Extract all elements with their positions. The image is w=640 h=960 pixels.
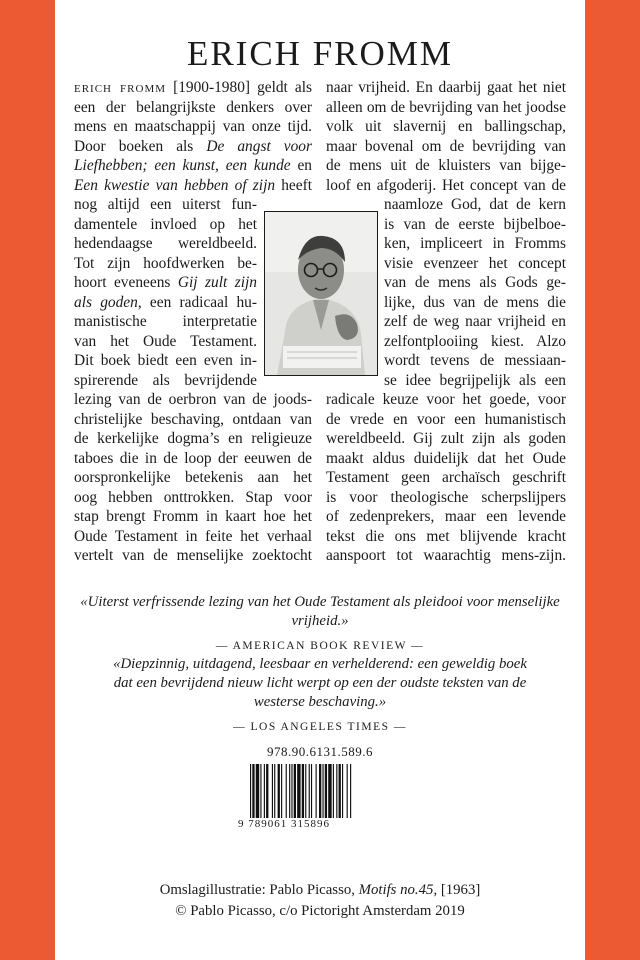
isbn-barcode: [236, 744, 404, 832]
barcode-bar: [297, 764, 300, 818]
blurb-line: maakt aldus duidelijk dat het Oude: [326, 449, 566, 467]
blurb-line: radicale keuze voor het goede, voor: [326, 391, 566, 408]
blurb-line: als goden, een radicaal hu-: [74, 293, 257, 311]
barcode-bar: [264, 764, 265, 818]
barcode-bar: [266, 764, 268, 818]
illustration-credit: Omslagillustratie: Pablo Picasso, Motifs no.45, [1963]: [159, 882, 481, 898]
barcode-bar: [252, 764, 254, 818]
barcode-bar: [311, 764, 312, 818]
blurb-line: oorspronkelijke betekenis aan het: [74, 469, 312, 486]
copyright-line: © Pablo Picasso, c/o Pictoright Amsterdam 2019: [175, 903, 465, 919]
blurb-line: Liefhebben; een kunst, een kunde en: [74, 157, 312, 174]
blurb-line: vertelt van de menselijke zoektocht: [74, 547, 312, 564]
barcode-bar: [347, 764, 348, 818]
blurb-line: lijke, dus van de mens die: [384, 293, 566, 311]
blurb-line: spirerende als bevrijdende: [74, 371, 257, 389]
barcode-bar: [342, 764, 343, 818]
blurb-line: lezing van de oerbron van de joods-: [74, 391, 312, 408]
barcode-bar: [256, 764, 259, 818]
quote-text: «Uiterst verfrissende lezing van het Oude Testament als pleidooi voor menselijke vrijheid.»: [80, 594, 560, 629]
barcode-bar: [278, 764, 280, 818]
author-title: ERICH FROMM: [186, 34, 454, 73]
blurb-line: van de mens als Gods ge-: [384, 274, 566, 291]
blurb-line: van het Oude Testament.: [74, 332, 257, 350]
blurb-line: naar vrijheid. En daarbij gaat het niet: [326, 79, 566, 96]
blurb-line: visie evenzeer het concept: [384, 254, 566, 272]
barcode-bar: [281, 764, 282, 818]
blurb-line: loof en afgoderij. Het concept van de: [326, 176, 566, 194]
blurb-line: of zedenprekers, maar een levende: [326, 508, 566, 525]
blurb-line: volk uit slavernij en ballingschap,: [326, 118, 566, 135]
blurb-line: is van de eerste bijbelboe-: [384, 215, 566, 233]
blurb-line: Testament geen archaïsch geschrift: [326, 469, 566, 486]
blurb-line: wordt tevens de messiaan-: [384, 352, 566, 369]
review-quote-2: [70, 655, 570, 737]
blurb-line: Dit boek biedt een even in-: [74, 352, 257, 369]
barcode-bar: [274, 764, 275, 818]
blurb-line: zelf de weg naar vrijheid en: [384, 313, 566, 330]
barcode-bar: [289, 764, 290, 818]
blurb-line: Een kwestie van hebben of zijn heeft: [74, 176, 312, 194]
quote-source: — LOS ANGELES TIMES —: [233, 721, 407, 733]
blurb-line: Oude Testament in feite het verhaal: [74, 527, 312, 545]
barcode-bar: [260, 764, 261, 818]
barcode-bar: [322, 764, 323, 818]
quote-source: — AMERICAN BOOK REVIEW —: [215, 640, 425, 652]
blurb-line: christelijke beschaving, ontdaan van: [74, 410, 312, 428]
right-orange-band: [585, 0, 640, 960]
barcode-bar: [350, 764, 351, 818]
barcode-bar: [319, 764, 321, 818]
quote-text: «Diepzinnig, uitdagend, leesbaar en verhelderend: een geweldig boek dat een bevrijdend nieuw licht werpt op een der oudste teksten van de westerse beschaving.»: [113, 656, 527, 710]
barcode-bar: [336, 764, 337, 818]
blurb-line: mens en maatschappij van onze tijd.: [74, 118, 312, 135]
blurb-line: nog altijd een uiterst fun-: [74, 196, 257, 213]
barcode-bar: [328, 764, 331, 818]
blurb-line: Tot zijn hoofdwerken be-: [74, 254, 257, 272]
blurb-line: naamloze God, dat de kern: [384, 196, 566, 213]
barcode-bar: [302, 764, 304, 818]
blurb-line: taboes die in de loop der eeuwen de: [74, 449, 312, 467]
blurb-line: Door boeken als De angst voor: [74, 137, 312, 155]
blurb-line: damentele invloed op het: [74, 215, 257, 233]
blurb-line: oog hebben onttrokken. Stap voor: [74, 488, 312, 506]
blurb-line: se idee begrijpelijk als een: [384, 371, 566, 389]
barcode-bar: [291, 764, 292, 818]
blurb-line: ken, impliceert in Fromms: [384, 235, 566, 252]
left-orange-band: [0, 0, 55, 960]
blurb-line: de vrede en voor een humanistisch: [326, 410, 566, 428]
blurb-line: de kerkelijke dogma’s en religieuze: [74, 430, 312, 447]
blurb-line: de mens uit de kluisters van bijge-: [326, 157, 566, 174]
author-portrait-photo: [264, 211, 378, 376]
blurb-line: alleen om de bevrijding van het joodse: [326, 98, 566, 116]
portrait-illustration: [265, 212, 377, 375]
blurb-line: wereldbeeld. Gij zult zijn als goden: [326, 430, 566, 447]
barcode-bar: [294, 764, 296, 818]
barcode-bars: [250, 764, 400, 824]
barcode-bar: [309, 764, 310, 818]
blurb-line: hedendaagse wereldbeeld.: [74, 235, 257, 252]
blurb-line: zelfontplooiing kiest. Alzo: [384, 332, 566, 350]
barcode-bar: [333, 764, 334, 818]
cover-credits: [70, 880, 570, 922]
blurb-line: hoort eveneens Gij zult zijn: [74, 274, 257, 291]
blurb-line: erich fromm [1900-1980] geldt als: [74, 79, 312, 96]
blurb-line: tekst die ons met blijvende kracht: [326, 527, 566, 545]
barcode-bar: [305, 764, 306, 818]
isbn-digits: 9 789061 315896: [238, 818, 330, 830]
barcode-bar: [316, 764, 317, 818]
blurb-line: aanspoort tot waarachtig mens-zijn.: [326, 547, 566, 564]
review-quote-1: [70, 593, 570, 656]
barcode-bar: [286, 764, 287, 818]
barcode-bar: [325, 764, 327, 818]
isbn-number: 978.90.6131.589.6: [267, 744, 373, 759]
blurb-line: manistische interpretatie: [74, 313, 257, 330]
barcode-bar: [250, 764, 251, 818]
blurb-line: maar bovenal om de bevrijding van: [326, 137, 566, 155]
blurb-line: is voor theologische scherpslijpers: [326, 488, 566, 506]
blurb-line: een der belangrijkste denkers over: [74, 98, 312, 116]
blurb-line: stap brengt Fromm in kaart hoe het: [74, 508, 312, 525]
barcode-bar: [272, 764, 273, 818]
barcode-bar: [339, 764, 341, 818]
